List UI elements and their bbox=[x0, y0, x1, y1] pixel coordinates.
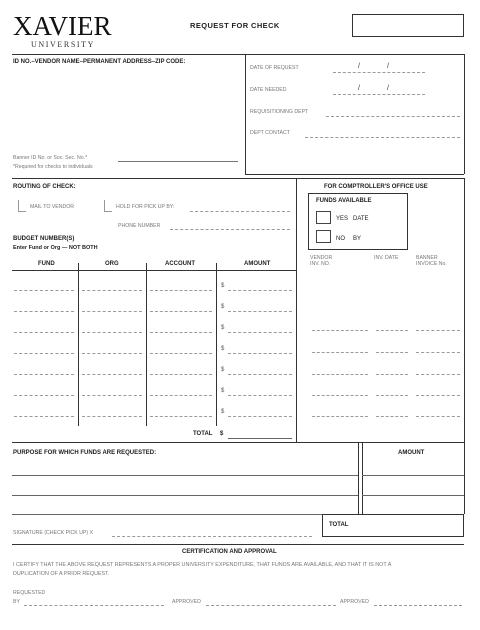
comp-row-2-vendor[interactable] bbox=[312, 352, 368, 353]
budget-total-label: TOTAL bbox=[193, 431, 213, 437]
ssn-note: *Required for checks to individuals bbox=[13, 164, 93, 170]
purpose-line-2[interactable] bbox=[12, 495, 358, 496]
comp-row-3-banner[interactable] bbox=[416, 374, 460, 375]
form-title: REQUEST FOR CHECK bbox=[190, 21, 280, 30]
date-slash-1b: / bbox=[387, 63, 389, 70]
col-fund: FUND bbox=[38, 261, 55, 267]
comp-row-4-date[interactable] bbox=[376, 395, 408, 396]
signature-label: SIGNATURE (CHECK PICK UP) X bbox=[13, 530, 94, 536]
org-row-3[interactable] bbox=[82, 332, 142, 333]
certification-text-2: DUPLICATION OF A PRIOR REQUEST. bbox=[13, 571, 110, 577]
mail-to-vendor-label: MAIL TO VENDOR bbox=[30, 204, 75, 210]
hold-for-pickup-label: HOLD FOR PICK UP BY: bbox=[116, 204, 175, 210]
certification-title: CERTIFICATION AND APPROVAL bbox=[182, 549, 277, 555]
date-box-bottom bbox=[245, 174, 464, 175]
org-row-1[interactable] bbox=[82, 290, 142, 291]
comp-row-2-banner[interactable] bbox=[416, 352, 460, 353]
funds-yes-checkbox[interactable] bbox=[316, 211, 331, 224]
account-row-5[interactable] bbox=[150, 374, 212, 375]
comp-row-3-date[interactable] bbox=[376, 374, 408, 375]
date-needed-label: DATE NEEDED bbox=[250, 87, 287, 93]
requisitioning-dept-field[interactable] bbox=[326, 116, 460, 117]
org-row-6[interactable] bbox=[82, 395, 142, 396]
vendor-inv-no-header: VENDOR INV. NO. bbox=[310, 255, 333, 268]
comp-row-3-vendor[interactable] bbox=[312, 374, 368, 375]
account-row-6[interactable] bbox=[150, 395, 212, 396]
col-account: ACCOUNT bbox=[165, 261, 195, 267]
certification-rule bbox=[12, 544, 464, 545]
dollar-sign: $ bbox=[221, 283, 225, 289]
approved-label-2: APPROVED bbox=[340, 599, 369, 605]
requested-by-field[interactable] bbox=[24, 605, 164, 606]
dollar-sign: $ bbox=[221, 409, 225, 415]
date-of-request-field[interactable] bbox=[333, 72, 425, 73]
account-row-2[interactable] bbox=[150, 311, 212, 312]
vendor-id-label: ID NO.–VENDOR NAME–PERMANENT ADDRESS–ZIP CODE: bbox=[13, 59, 186, 65]
purpose-divider-2 bbox=[362, 442, 363, 514]
comp-row-1-banner[interactable] bbox=[416, 330, 460, 331]
phone-number-field[interactable] bbox=[170, 229, 290, 230]
comp-row-4-vendor[interactable] bbox=[312, 395, 368, 396]
pickup-name-field[interactable] bbox=[190, 211, 290, 212]
dept-contact-label: DEPT CONTACT bbox=[250, 130, 290, 136]
account-row-7[interactable] bbox=[150, 416, 212, 417]
fund-row-6[interactable] bbox=[14, 395, 74, 396]
account-row-3[interactable] bbox=[150, 332, 212, 333]
comp-row-5-banner[interactable] bbox=[416, 416, 460, 417]
dollar-sign: $ bbox=[221, 367, 225, 373]
funds-no-checkbox[interactable] bbox=[316, 230, 331, 243]
fund-row-5[interactable] bbox=[14, 374, 74, 375]
middle-right-border bbox=[464, 178, 465, 442]
inv-date-header: INV. DATE bbox=[374, 255, 399, 261]
dollar-sign: $ bbox=[221, 325, 225, 331]
account-row-4[interactable] bbox=[150, 353, 212, 354]
comp-row-1-vendor[interactable] bbox=[312, 330, 368, 331]
budget-subtitle: Enter Fund or Org — NOT BOTH bbox=[13, 245, 98, 251]
comp-row-1-date[interactable] bbox=[376, 330, 408, 331]
requested-by-label: BY bbox=[13, 599, 20, 605]
budget-total-field[interactable] bbox=[228, 438, 292, 439]
org-row-7[interactable] bbox=[82, 416, 142, 417]
comp-row-5-date[interactable] bbox=[376, 416, 408, 417]
col-amount: AMOUNT bbox=[244, 261, 271, 267]
vendor-address-field[interactable] bbox=[13, 70, 241, 150]
dollar-sign: $ bbox=[221, 388, 225, 394]
approved-field-1[interactable] bbox=[206, 605, 336, 606]
org-row-2[interactable] bbox=[82, 311, 142, 312]
funds-no-label: NO bbox=[336, 236, 345, 242]
requested-label: REQUESTED bbox=[13, 590, 46, 596]
top-divider bbox=[245, 54, 246, 174]
comp-row-4-banner[interactable] bbox=[416, 395, 460, 396]
fund-row-4[interactable] bbox=[14, 353, 74, 354]
fund-row-2[interactable] bbox=[14, 311, 74, 312]
purpose-amount-line-1[interactable] bbox=[362, 475, 464, 476]
budget-total-dollar: $ bbox=[220, 431, 224, 437]
account-row-1[interactable] bbox=[150, 290, 212, 291]
fund-row-1[interactable] bbox=[14, 290, 74, 291]
fund-row-7[interactable] bbox=[14, 416, 74, 417]
purpose-total-label: TOTAL bbox=[329, 522, 349, 528]
purpose-rule bbox=[12, 442, 464, 443]
top-rule bbox=[12, 54, 464, 55]
amount-row-4[interactable] bbox=[228, 353, 292, 354]
middle-rule bbox=[12, 178, 464, 179]
budget-col-sep-3 bbox=[216, 263, 217, 426]
purpose-bottom-rule bbox=[12, 514, 322, 515]
approved-field-2[interactable] bbox=[374, 605, 462, 606]
comptroller-title: FOR COMPTROLLER'S OFFICE USE bbox=[324, 184, 428, 190]
fund-row-3[interactable] bbox=[14, 332, 74, 333]
dept-contact-field[interactable] bbox=[305, 137, 460, 138]
routing-title: ROUTING OF CHECK: bbox=[13, 184, 76, 190]
date-needed-field[interactable] bbox=[333, 94, 425, 95]
hold-for-pickup-checkbox[interactable] bbox=[104, 200, 112, 212]
signature-field[interactable] bbox=[112, 536, 312, 537]
certification-text-1: I CERTIFY THAT THE ABOVE REQUEST REPRESENTS A PROPER UNIVERSITY EXPENDITURE, THAT FUNDS ARE AVAILABLE, AND THAT IT IS NOT A bbox=[13, 562, 392, 568]
approved-label-1: APPROVED bbox=[172, 599, 201, 605]
top-right-border bbox=[464, 54, 465, 174]
funds-by-label: BY bbox=[353, 236, 362, 242]
purpose-label: PURPOSE FOR WHICH FUNDS ARE REQUESTED: bbox=[13, 450, 157, 456]
phone-number-label: PHONE NUMBER bbox=[118, 223, 161, 229]
mail-to-vendor-checkbox[interactable] bbox=[18, 200, 26, 212]
xavier-logo: XAVIER bbox=[13, 11, 112, 41]
funds-yes-label: YES bbox=[336, 216, 349, 222]
middle-divider bbox=[296, 178, 297, 442]
date-slash-2a: / bbox=[358, 85, 360, 92]
purpose-amount-label: AMOUNT bbox=[398, 450, 425, 456]
date-of-request-label: DATE OF REQUEST bbox=[250, 65, 299, 71]
budget-col-sep-2 bbox=[146, 263, 147, 426]
banner-invoice-header: BANNER INVOICE No. bbox=[416, 255, 447, 268]
dollar-sign: $ bbox=[221, 304, 225, 310]
purpose-right-border bbox=[464, 442, 465, 514]
form-number-box[interactable] bbox=[352, 14, 464, 37]
purpose-line-1[interactable] bbox=[12, 475, 358, 476]
purpose-divider bbox=[358, 442, 359, 514]
comp-row-2-date[interactable] bbox=[376, 352, 408, 353]
purpose-amount-line-2[interactable] bbox=[362, 495, 464, 496]
date-slash-1a: / bbox=[358, 63, 360, 70]
amount-row-3[interactable] bbox=[228, 332, 292, 333]
col-org: ORG bbox=[105, 261, 119, 267]
org-row-5[interactable] bbox=[82, 374, 142, 375]
date-slash-2b: / bbox=[387, 85, 389, 92]
dollar-sign: $ bbox=[221, 346, 225, 352]
budget-header-rule bbox=[12, 270, 296, 271]
ssn-input-line[interactable] bbox=[118, 161, 238, 162]
funds-available-label: FUNDS AVAILABLE bbox=[316, 198, 372, 204]
budget-col-sep-1 bbox=[78, 263, 79, 426]
requisitioning-dept-label: REQUISITIONING DEPT bbox=[250, 109, 309, 115]
xavier-logo-subtitle: UNIVERSITY bbox=[31, 40, 95, 49]
org-row-4[interactable] bbox=[82, 353, 142, 354]
amount-row-7[interactable] bbox=[228, 416, 292, 417]
funds-date-label: DATE bbox=[353, 216, 369, 222]
amount-row-2[interactable] bbox=[228, 311, 292, 312]
ssn-label: Banner ID No. or Soc. Sec. No.* bbox=[13, 155, 88, 161]
budget-title: BUDGET NUMBER(S) bbox=[13, 236, 75, 242]
amount-row-1[interactable] bbox=[228, 290, 292, 291]
amount-row-6[interactable] bbox=[228, 395, 292, 396]
comp-row-5-vendor[interactable] bbox=[312, 416, 368, 417]
amount-row-5[interactable] bbox=[228, 374, 292, 375]
